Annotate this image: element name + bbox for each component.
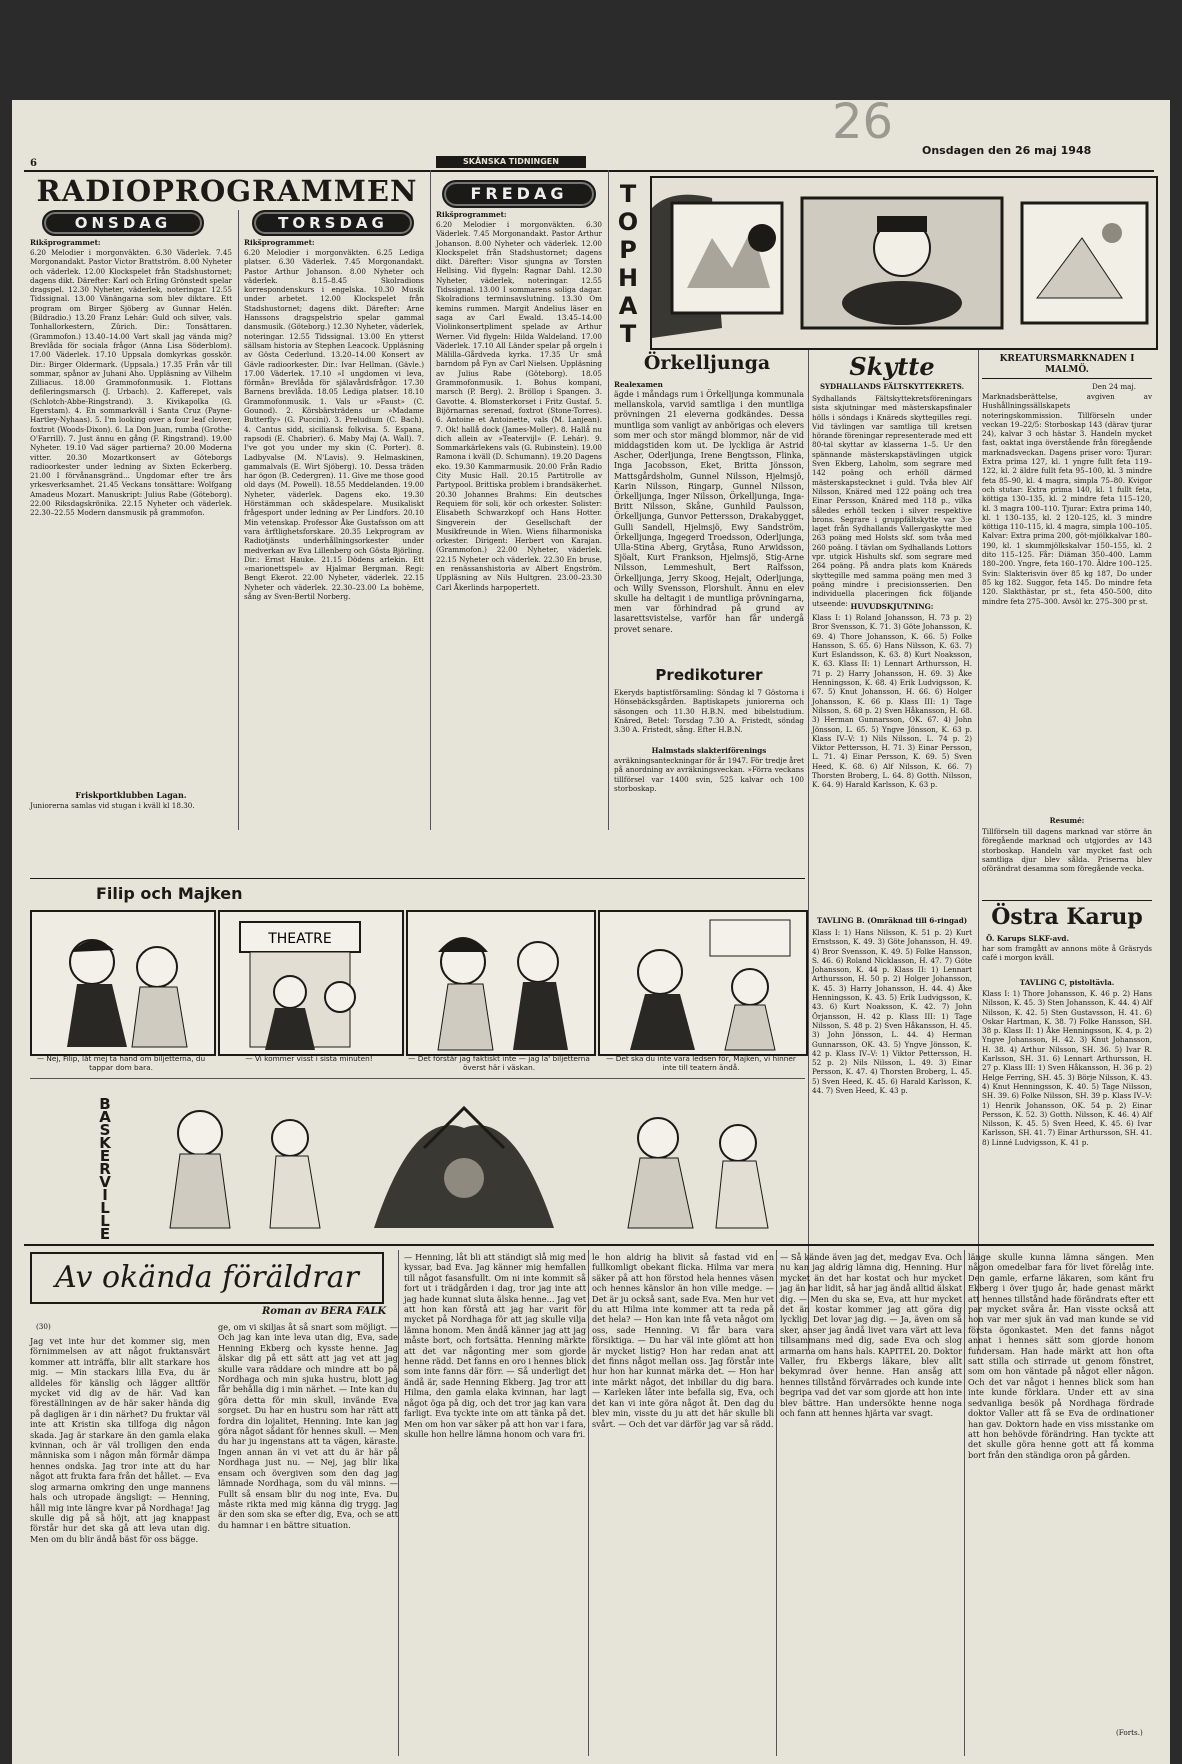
ostra-karup-title: Östra Karup	[991, 904, 1143, 930]
skytte-tavling-results: Klass I: 1) Hans Nilsson, K. 51 p. 2) Kurt Ernstsson, K. 49. 3) Göte Johansson, H. 49. 4) Bror Svensson, K. 49. 5) Folke Hansson, S. 46. 6) Roland Nicklasson, H. 47. 7) Göte Johansson, K. 44 p. Klass II: 1) Lennart Arthursson, H. 50 p. 2) Holger Johansson, K. 45. 3) Harry Johansson, H. 44. 4) Åke Henningsson, K. 43. 5) Erik Ludvigsson, K. 43. 6) Kurt Noaksson, K. 42. 7) John Örjansson, H. 42 p. Klass III: 1) Tage Nilsson, S. 48 p. 2) Sven Håkansson, H. 45. 3) John Jönsson, L. 44. 4) Herman Gunnarsson, OK. 43. 5) Yngve Jönsson, K. 42 p. Klass IV–V: 1) Viktor Pettersson, H. 52 p. 2) Nils Nilsson, L. 49. 3) Einar Persson, K. 47. 4) Thorsten Broberg, L. 45. 5) Sven Heed, K. 45. 6) Harald Karlsson, K. 44. 7) Sven Heed, K. 43 p.	[812, 928, 972, 1096]
filip-panel-2	[218, 910, 404, 1056]
kreatur-text: Marknadsberättelse, avgiven av Hushållningssällskapets noteringskommission. Tillförseln under veckan 19–22/5: Storboskap 143 (därav tjurar 24), kalvar 3 och hästar 3. Handeln mycket fast, oaktat inga överstående från föregående marknadsveckan. Dagens priser voro: Tjurar: Extra prima 127, kl. 1 yngre fullt feta 119–122, kl. 2 äldre fullt feta 95–100, kl. 3 mindre feta 85–90, kl. 4 magra, simpla 75–80. Kvigor och stutar: Extra prima 140, kl. 1 fullt feta, köttiga 130–135, kl. 2 mindre feta 115–120, kl. 3 magra 100–110. Tjurar: Extra prima 140, kl. 1 130–135, kl. 2 120–125, kl. 3 mindre köttiga 110–115, kl. 4 magra, simpla 100–105. Kalvar: Extra prima 200, göt-mjölkkalvar 180–190, kl. 1 skummjölkskalvar 150–155, kl. 2 dito 115–125. Får: Diäman 350–400. Lamm 180–200. Yngre, feta 160–170. Äldre 100–125. Svin: Slakterisvin över 85 kg 187, Do under 85 kg 182. Suggor, feta 145. Do mindre feta 120. Slakthästar, pr st., feta 450–500, dito mindre feta 275–300. Avsöl kr. 275–300 pr st.	[982, 392, 1152, 606]
filip-panel-2-drawing	[220, 912, 402, 1054]
masthead-rule	[24, 170, 1154, 172]
sportsclub-text: Juniorerna samlas vid stugan i kväll kl 18.30.	[30, 801, 195, 810]
baskerville-panel-3	[578, 1088, 804, 1234]
title-letter: A	[99, 1108, 111, 1126]
filip-panel-3	[406, 910, 596, 1056]
title-letter: H	[617, 264, 639, 292]
col-rule	[398, 1250, 399, 1756]
filip-panel-1	[30, 910, 216, 1056]
novel-continued: (Forts.)	[1116, 1728, 1143, 1737]
col-rule	[978, 350, 979, 1350]
orkelljunga-text: ägde i måndags rum i Örkelljunga kommunala mellanskola, varvid samtliga i den muntliga prövningen 21 eleverna godkändes. Dessa muntliga som vanligt av anbörigas och elevers som mer och stor mängd blommor, när de vid middagstiden kom ut. De lyckliga är Astrid Ascher, Oderljunga, Irene Bengtsson, Flinka, Inga Jacobsson, Eket, Britta Jönsson, Mattsgårdsholm, Gunnel Nilsson, Hjelmsjö, Karin Nilsson, Ringarp, Gunnel Nilsson, Örkelljunga, Inger Nilsson, Örkelljunga, Inga-Britt Nilsson, Skåne, Gunhild Paulsson, Örkelljunga, Gunvor Pettersson, Drakabygget, Gulli Sandell, Hjelmsjö, Ewy Sandström, Örkelljunga, Ingegerd Troedsson, Oderljunga, Ulla-Stina Aberg, Grytåsa, Runo Arwidsson, Sjöalt, Kurt Frankson, Hjelmsjö, Stig-Arne Nilsson, Lemmeshult, Bert Ralfsson, Örkelljunga, Jerry Skoog, Hejalt, Oderljunga, och Willy Svensson, Florshult. Ännu en elev skulle ha deltagit i de muntliga prövningarna, men var förhindrad på grund av lasarettsvistelse, varför han får undergå provet senare.	[614, 390, 804, 634]
filip-caption-4: — Det ska du inte vara ledsen för, Majken, vi hinner inte till teatern ändå.	[606, 1054, 796, 1072]
ostra-karup-lead: Ö. Karups SLKF-avd.	[986, 934, 1069, 943]
rule	[30, 1078, 805, 1079]
fredag-programs: 6.20 Melodier i morgonväkten. 6.30 Väderlek. 7.45 Morgonandakt. Pastor Arthur Johanson. 8.00 Nyheter och väderlek. 12.00 Klockspelet från Stadshustornet; dagens dikt. Därefter: Visor sjungna av Torsten Hellsing. Vid flygeln: Ragnar Dahl. 12.30 Nyheter, väderlek, noteringar. 12.55 Tidssignal. 13.00 I sommarens soliga dagar. Skolradions terminsavslutning. 13.30 Om kemins rummen. Margit Andelius läser en saga av Carl Ewald. 13.45–14.00 Violinkonsertpliment spelade av Arthur Werner. Vid flygeln: Hilda Waldeland. 17.00 Väderlek. 17.10 All Länder spelar på orgeln i Mälilla–Gårdveda kyrka. 17.35 Ur små barndom på Fyn av Carl Nielsen. Uppläsning av Julius Rabe (Göteborg). 18.05 Grammofonmusik. 1. Bohus kompani, marsch (P. Berg). 2. Bröllop i Spangen. 3. Gavotte. 4. Blomsterkorset i Fritz Gustaf. 5. Bijörnarnas serenad, foxtrot (Stone-Torres). 6. Antoine et Antoinette, vals (M. Lanjean). 7. Ok! hallå dock (James-Moller). 8. Hallå nu dich allein av »Teatervijl» (F. Lehár). 9. Sommarkärlekens vals (G. Rubinstein). 19.00 Ramona i kväll (D. Schumann). 19.20 Dagens eko. 19.30 Kammarmusik. 20.00 Från Radio City Music Hall. 20.15 Partitrolle av Partypool. Brittiska problem i brandsäkerhet. 20.30 Johannes Brahms: Ein deutsches Requiem för soli, kör och orkester. Solister: Elisabeth Schwarzkopf och Hans Hotter. Singverein der Gesellschaft der Musikfreunde in Wien. Wiens filharmoniska orkester. Dirigent: Herbert von Karajan. (Grammofon.) 22.00 Nyheter, väderlek. 22.15 Nyheter och väderlek. 22.30 En bruse, en renässanshistoria av Albert Engström. Uppläsning av Nils Hultgren. 23.00–23.30 Carl Åkerlinds harpopertett.	[436, 220, 602, 592]
novel-col-6: länge skulle kunna lämna sängen. Men någon omedelbar fara för livet förelåg inte. Den gamle, erfarne läkaren, som känt fru Ekberg i över tjugo år, hade genast märkt att hennes tillstånd hade förändrats efter ett par mycket svåra år. Han visste också att hon var mer sjuk än vad man kunde se vid första ögonkastet. Men det fanns något annat i hennes sätt som gjorde honom fundersam. Han hade märkt att hon ofta satt stilla och stirrade ut genom fönstret, som om hon väntade på något eller någon. Och det var något i hennes blick som han inte kunde förklara. Under ett av sina sedvanliga besök på Nordhaga fördrade doktor Valler att få se Eva de ordinationer han gav. Doktorn hade en viss misstanke om att hon behövde förändring. Han tyckte att det skulle göra henne gott att få komma bort från den ständiga oron på gården.	[968, 1252, 1154, 1460]
filip-panel-3-drawing	[408, 912, 594, 1054]
title-letter: B	[99, 1095, 111, 1113]
orkelljunga-title: Örkelljunga	[643, 352, 771, 374]
baskerville-title	[94, 1095, 116, 1243]
novel-col-4: le hon aldrig ha blivit så fastad vid en fullkomligt obekant flicka. Hilma var mera säker på att hon förstod hela hennes väsen och hennes känslor än hon ville medge. — Det är ju också sant, sade Eva. Men hur vet du att Hilma inte kommer att ta reda på det hela? — Hon kan inte få veta något om oss, sade Henning. Vi får bara vara försiktiga. — Du har väl inte glömt att hon är mycket listig? Hon har redan anat att det finns något mellan oss. Jag förstår inte hur hon har kunnat märka det. — Hon har inte märkt något, det inbillar du dig bara. — Karleken låter inte befalla sig, Eva, och det kan vi inte göra något åt. Den dag du blev min, visste du ju att det här skulle bli svårt. — Och det var därför jag var så rädd.	[592, 1252, 774, 1429]
title-letter: P	[619, 236, 637, 264]
title-letter: V	[99, 1173, 111, 1191]
paper-name: SKÅNSKA TIDNINGEN	[436, 156, 586, 168]
col-rule	[964, 1250, 965, 1756]
baskerville-panel-2-drawing	[354, 1088, 572, 1234]
title-letter: A	[618, 292, 638, 320]
issue-date: Onsdagen den 26 maj 1948	[922, 144, 1092, 157]
novel-col-2: ge, om vi skiljas åt så snart som möjligt. — Och jag kan inte leva utan dig, Eva, sade Henning Ekberg och kysste henne. Jag älskar dig på ett sätt att jag vet att jag skulle vara räddare och mindre att bo på Nordhaga och min sjuka hustru, blott jag får behålla dig i min närhet. — Inte kan du göra detta för min skull, invände Eva sorgset. Du har en hustru som har rätt att fordra din lojalitet, Henning. Inte kan jag göra något sådant för hennes skull. — Men du har ju ingenstans att ta vägen, käraste. Ingen annan än vi vet att du är här på Nordhaga just nu. — Nej, jag blir lika ensam och övergiven som den dag jag lämnade Nordhaga, som du väl minns. — Fullt så ensam blir du nog inte, Eva. Du måste rikta med mig känna dig trygg. Jag är den som ska se efter dig, Eva, och se att du hamnar i en bättre situation.	[218, 1322, 398, 1530]
title-letter: O	[617, 208, 639, 236]
orkelljunga-subtitle: Realexamen	[614, 380, 663, 389]
kreatur-resume: Tillförseln till dagens marknad var större än föregående marknad och utgjordes av 143 storboskap. Handeln var mycket fast och samtliga djur blev sålda. Priserna blev oförändrat desamma som föregående vecka.	[982, 827, 1152, 874]
kreatur-title: KREATURSMARKNADEN I MALMÖ.	[982, 354, 1152, 379]
col-rule	[808, 350, 809, 1350]
tavling-c-results: Klass I: 1) Thore Johansson, K. 46 p. 2) Hans Nilsson, K. 45. 3) Sten Johansson, K. 44. 4) Alf Nilsson, K. 42. 5) Sten Gustavsson, H. 41. 6) Oskar Hartman, K. 38. 7) Folke Hansson, SH. 38 p. Klass II: 1) Åke Henningsson, K. 4, p. 2) Yngve Johansson, H. 42. 3) Knut Johansson, H. 38. 4) Arthur Nilsson, SH. 36. 5) Ivar R. Karlsson, SH. 31. 6) Lennart Arthursson, H. 27 p. Klass III: 1) Sven Håkansson, H. 36 p. 2) Helge Ferring, SH. 45. 3) Börje Nilsson, K. 43. 4) Knut Henningsson, K. 40. 5) Tage Nilsson, SH. 39. 6) Folke Nilsson, SH. 39 p. Klass IV–V: 1) Henrik Johansson, OK. 54 p. 2) Einar Persson, K. 52. 3) Gotth. Nilsson, K. 46. 4) Alf Nilsson, K. 45. 5) Sven Heed, K. 45. 6) Ivar Karlsson, SH. 41. 7) Einar Arthursson, SH. 41. 8) Linné Ludvigsson, K. 41 p.	[982, 989, 1152, 1147]
theatre-sign: THEATRE	[268, 931, 332, 947]
novel-chapter-no: (30)	[36, 1322, 51, 1331]
tophat-title	[614, 180, 642, 348]
skytte-intro: Sydhallands Fältskyttekretsföreningars sista skjutningar med mästerskapsfinaler hölls i söndags i Knäreds skyttegilles regi. Vid tävlingen var samtliga till kretsen hörande föreningar representerade med ett 80-tal skyttar av klasserna 1–5. Ur den spännande mästerskapstävlingen utgick Sven Ekberg, Laholm, som segrare med 142 poäng och erhöll därmed mästerskapstecknet i guld. Tvåa blev Alf Nilsson, Knäred med 122 poäng och trea Einar Persson, Knäred med 118 p., vilka således erhöll tecken i silver respektive brons. Segrare i gruppfältskytte var 3:e laget från Sydhallands Vallergaskytte med 263 poäng med Holsts skf. som tvåa med 260 poäng. I tävlan om Sydhallands Lottors vpr. utgick Hishults skf. som segrare med 264 poäng. På andra plats kom Knäreds skyttegille med samma poäng men med 3 poäng mindre i precisionsserien. Den individuella placeringen fick följande utseende:	[812, 394, 972, 608]
predikoturer-title: Predikoturer	[655, 666, 763, 684]
newspaper-page	[12, 94, 1170, 1764]
skytte-section: HUVUDSKJUTNING:	[850, 602, 934, 611]
title-letter: E	[99, 1225, 111, 1243]
sportsclub-title: Friskportklubben Lagan.	[75, 790, 187, 800]
filip-panel-4-drawing	[600, 912, 806, 1054]
skytte-title: Skytte	[849, 352, 935, 381]
title-letter: R	[99, 1160, 111, 1178]
skytte-subtitle: SYDHALLANDS FÄLTSKYTTEKRETS.	[819, 382, 965, 391]
tavling-c-title: TAVLING C, pistoltävla.	[1019, 978, 1115, 987]
title-letter: I	[102, 1186, 108, 1204]
col-rule	[238, 210, 239, 830]
title-letter: T	[619, 180, 637, 208]
filip-caption-3: — Det förstår jag faktiskt inte — jag la' biljetterna överst här i väskan.	[408, 1054, 590, 1072]
title-letter: E	[99, 1147, 111, 1165]
col-rule	[608, 170, 609, 830]
fredag-banner: FREDAG	[442, 180, 596, 208]
filip-caption-2: — Vi kommer visst i sista minuten!	[245, 1054, 373, 1063]
page-number: 6	[30, 158, 37, 169]
col-rule	[430, 170, 431, 830]
novel-byline: Roman av BERA FALK	[262, 1306, 387, 1317]
title-letter: L	[100, 1199, 110, 1217]
tophat-cartoon	[650, 176, 1158, 350]
baskerville-panel-1-drawing	[130, 1088, 348, 1234]
rule	[30, 878, 805, 879]
col-rule	[588, 1250, 589, 1756]
baskerville-panel-2	[354, 1088, 572, 1234]
torsdag-label: Rikšprogrammet:	[244, 238, 315, 247]
novel-col-1: Jag vet inte hur det kommer sig, men förnimmelsen av att något fruktansvärt kommer att inträffa, blir allt starkare hos mig. — Min stackars lilla Eva, du är alldeles för känslig och lägger alltför mycket vid dig av de här. Vad kan föreställningen av de här saker hända dig på dagligen är i din närhet? Du fruktar väl inte att Kristin ska tillfoga dig någon skada. Jag är starkare än den gamla elaka kvinnan, och är väl trolligen den enda människa som i någon mån förmår dämpa hennes ondska. Jag tror inte att du har något att frukta fara från det hållet. — Eva slog armarna omkring den unge mannens hals och utropade ängsligt: — Henning, håll mig inte längre kvar på Nordhaga! Jag skulle dig på så höjt, att jag knappast förstår hur det ska gå att leva utan dig. Men om du blir ändå bäst för oss bägge.	[30, 1336, 210, 1544]
radio-title: RADIOPROGRAMMEN	[36, 174, 418, 208]
kreatur-resume-title: Resumé:	[1049, 816, 1085, 825]
baskerville-panel-1	[130, 1088, 348, 1234]
onsdag-programs: 6.20 Melodier i morgonväkten. 6.30 Väderlek. 7.45 Morgonandakt. Pastor Victor Brattström. 8.00 Nyheter och väderlek. 12.00 Klockspelet från Stadshustornet; dagens dikt. Därefter: Karl och Erling Grönstedt spelar dragspel. 12.30 Nyheter, väderlek, noteringar. 12.55 Tidssignal. 13.00 Vänängarna som blev diktare. Ett program om Birger Sjöberg av Gunnar Helén. (Bildradio.) 13.20 Franz Lehár: Guld och silver, vals. Tonhallorkestern, Zürich. Dir.: Tonsättaren. (Grammofon.) 13.40–14.00 Vart skall jag vända mig? Brevlåda för sociala frågor (Anna Lisa Söderblom). 17.00 Väderlek. 17.10 Uppsala domkyrkas gosskör. Dir.: Birger Oldermark. (Uppsala.) 17.35 Från vår till sommar, spånor av Juhani Aho. Uppläsning av Vilhelm Zilliacus. 18.00 Grammofonmusik. 1. Flottans defileringsmarsch (J. Urbach). 2. Kafferepet, vals (Schlotch-Abbe-Ringstrand). 3. Kivikapolka (G. Egerstam). 4. En sommarkväll i Santa Cruz (Payne-Hartley-Nyhaas). 5. I'm looking over a four leaf clover, foxtrot (Woods-Dixon). 6. La Don Juan, rumba (Grothe-O'Farrill). 7. Just ännu en gång (F. Ringstrand). 19.00 Nyheter. 19.10 Vad säger partierna? 20.00 Moderna vitter. 20.30 Mozartkonsert av Göteborgs radioorkester under ledning av Sixten Eckerberg. 21.00 I förvånansgränd... Ungdomar efter tre års yrkesverksamhet. 21.45 Veckans tonsättare: Wolfgang Amadeus Mozart. Manuskript: Julius Rabe (Göteborg). 22.00 Riksdagskrönika. 22.15 Nyheter och väderlek. 22.30–22.55 Modern dansmusik på grammofon.	[30, 248, 232, 518]
filip-panel-1-drawing	[32, 912, 214, 1054]
rule	[24, 1244, 1154, 1246]
ostra-karup-text: har som framgått av annons möte å Gräsryds café i morgon kväll.	[982, 944, 1152, 963]
halmstad-text: avräkningsanteckningar för år 1947. För tredje året på anordning av avräkningsveckan. »Förra veckans tillförsel var 1400 svin, 525 kalvar och 100 storboskap.	[614, 756, 804, 793]
novel-col-3: — Henning, låt bli att ständigt slå mig med kyssar, bad Eva. Jag känner mig hemfallen till något fasansfullt. Om ni inte kommit så fort ut i trädgården i dag, tror jag inte att jag hade kunnat sluta älska henne... Jag vet att hon kan förstå att jag har varit för mycket på Nordhaga för att jag skulle vilja lämna honom. Men ändå känner jag att jag måste bort, och fortsätta. Henning märkte att det var någonting mer som gjorde henne rädd. Det fanns en oro i hennes blick som inte fanns där förr. — Så underligt det ändå är, sade Henning Ekberg. Jag tror att Hilma, den gamla elaka kvinnan, har lagt något öga på dig, och det tror jag kan vara farligt. Eva tyckte inte om att tänka på det. Men om hon var säker på att hon var i fara, skulle hon hellre lämna honom och vara fri.	[404, 1252, 586, 1439]
onsdag-banner: ONSDAG	[42, 210, 204, 236]
skytte-tavling-title: TAVLING B. (Omräknad till 6-ringad)	[816, 916, 968, 925]
title-letter: T	[619, 320, 637, 348]
torsdag-programs: 6.20 Melodier i morgonväkten. 6.25 Lediga platser. 6.30 Väderlek. 7.45 Morgonandakt. Pastor Arthur Johanson. 8.00 Nyheter och väderlek. 8.15–8.45 Skolradions korrespondenskurs i engelska. 10.30 Musik under arbetet. 12.00 Klockspelet från Stadshustornet; dagens dikt. Därefter: Arne Hanssons dragspelstrio spelar gammal dansmusik. (Göteborg.) 12.30 Nyheter, väderlek, noteringar. 12.55 Tidssignal. 13.00 En ytterst sällsam historia av Stephen Leacock. Uppläsning av Gösta Cederlund. 13.20–14.00 Konsert av Gävle radioorkester. Dir.: Ivar Hellman. (Gävle.) 17.00 Väderlek. 17.10 »I ungdomen vi leva, förmån» Brevlåda för själavårdsfrågor. 17.30 Barnens brevlåda. 18.05 Lediga platser. 18.10 Grammofonmusik. 1. Vals ur »Faust» (C. Gounod). 2. Körsbärsträdens ur »Madame Butterfly» (G. Puccini). 3. Preludium (C. Bach). 4. Cantus sidd, siciliansk folkvisa. 5. Espana, rapsodi (E. Chabrier). 6. Maby Maj (A. Wall). 7. I've got you under my skin (C. Porter). 8. Ladbyvalse (M. N'Lavis). 9. Helmaskinen, gammalvals (E. Wirt Sjöberg). 10. Dessa träden har ögon (B. Cedergren). 11. Give me those good old days (M. Powell). 18.55 Meddelanden. 19.00 Nyheter, väderlek. Dagens eko. 19.30 Hörstämman och skådespelare. Musikaliskt frågesport under ledning av Per Lindfors. 20.10 Min vetenskap. Professor Åke Gustafsson om att vara ärftlighetsforskare. 20.35 Lekprogram av Radiotjänsts underhållningsorkester under medverkan av Eva Lillenberg och Gösta Björling. Dir.: Ernst Hauke. 21.15 Dödens arlekin. Ett »marionettspel» av Hjalmar Bergman. Regi: Bengt Ekerot. 22.00 Nyheter, väderlek. 22.15 Nyheter och väderlek. 22.30–23.00 La bohème, sång av Sven-Bertil Norberg.	[244, 248, 424, 601]
predikoturer-text: Ekeryds baptistförsamling: Söndag kl 7 Göstorna i Hönsebäcksgården. Baptiskapets juniorerna och säsongen och 11.30 H.B.N. med bibelstudium. Knäred, Betel: Torsdag 7.30 A. Fristedt, söndag 3.30 A. Fristedt, sång. Efter H.B.N.	[614, 688, 804, 735]
filip-title: Filip och Majken	[96, 884, 243, 903]
onsdag-label: Rikšprogrammet:	[30, 238, 101, 247]
torsdag-banner: TORSDAG	[252, 210, 414, 236]
col-rule	[776, 1250, 777, 1756]
title-letter: S	[99, 1121, 111, 1139]
handwritten-page-note: 26	[832, 94, 894, 150]
title-letter: L	[100, 1212, 110, 1230]
fredag-label: Rikšprogrammet:	[436, 210, 507, 219]
filip-panel-4	[598, 910, 808, 1056]
tophat-illustration	[652, 178, 1156, 348]
baskerville-panel-3-drawing	[578, 1088, 804, 1234]
halmstad-title: Halmstads slakteriförenings	[651, 746, 767, 755]
novel-title: Av okända föräldrar	[30, 1252, 384, 1304]
novel-col-5: — Så kände även jag det, medgav Eva. Och nu kan jag aldrig lämna dig, Henning. Hur mycket än det har kostat och hur mycket jag än har lidit, så har jag ändå alltid älskat dig. — Men du ska se, Eva, att hur mycket det än kostar kommer jag att göra dig lycklig. Det lovar jag dig. — Ja, även om så sker, anser jag ändå livet vara värt att leva tillsammans med dig, sade Eva och slog armarna om hans hals. KAPITEL 20. Doktor Valler, fru Ekbergs läkare, blev allt bekymrad över henne. Han ansåg att hennes tillstånd förvärrades och kunde inte begripa vad det var som gjorde att hon inte blev bättre. Han undersökte henne noga och fann att hennes hjärta var svagt.	[780, 1252, 962, 1419]
kreatur-date: Den 24 maj.	[1092, 382, 1136, 391]
filip-caption-1: — Nej, Filip, låt mej ta hand om biljetterna, du tappar dom bara.	[36, 1054, 206, 1072]
skytte-results: Klass I: 1) Roland Johansson, H. 73 p. 2) Bror Svensson, K. 71. 3) Göte Johansson, K. 69. 4) Thore Johansson, K. 66. 5) Folke Hansson, S. 65. 6) Hans Nilsson, K. 63. 7) Kurt Eslandsson, K. 63. 8) Kurt Noaksson, K. 63. Klass II: 1) Lennart Arthursson, H. 71 p. 2) Harry Johansson, H. 69. 3) Åke Henningsson, K. 68. 4) Erik Ludvigsson, K. 67. 5) Knut Johansson, H. 66. 6) Holger Johansson, K. 66 p. Klass III: 1) Tage Nilsson, S. 68 p. 2) Sven Håkansson, H. 68. 3) Herman Gunnarsson, OK. 67. 4) John Jönsson, L. 65. 5) Yngve Jönsson, K. 63 p. Klass IV–V: 1) Nils Nilsson, L. 74 p. 2) Viktor Pettersson, H. 71. 3) Einar Persson, L. 71. 4) Einar Persson, K. 69. 5) Sven Heed, K. 68. 6) Alf Nilsson, K. 66. 7) Thorsten Broberg, L. 64. 8) Gotth. Nilsson, K. 64. 9) Harald Karlsson, K. 63 p.	[812, 613, 972, 790]
rule	[982, 900, 1152, 901]
title-letter: K	[99, 1134, 111, 1152]
